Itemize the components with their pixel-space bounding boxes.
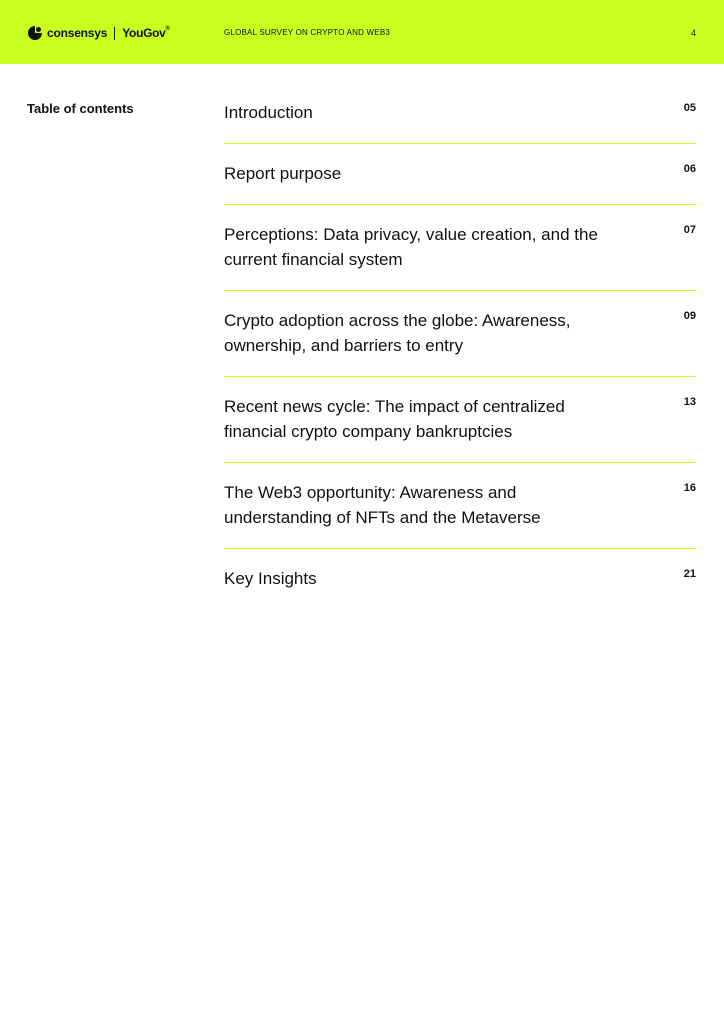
toc-heading: Table of contents [27,101,134,116]
page-number: 4 [690,28,696,38]
yougov-wordmark: YouGov® [122,26,170,40]
toc-item-title: Introduction [224,103,313,122]
toc-item-title: Recent news cycle: The impact of centralized financial crypto company bankruptcies [224,397,565,441]
toc-item-perceptions[interactable] [224,205,696,291]
toc-item-page: 06 [683,163,696,175]
survey-title: GLOBAL SURVEY ON CRYPTO AND WEB3 [224,28,391,37]
toc-item-page: 16 [683,482,696,494]
toc-list [224,83,696,609]
toc-item-page: 13 [683,396,696,408]
toc-item-web3-opportunity[interactable] [224,463,696,549]
toc-item-recent-news-cycle[interactable] [224,377,696,463]
toc-item-page: 09 [683,310,696,322]
toc-item-page: 05 [683,102,696,114]
brand-logos [27,24,170,42]
consensys-logo-icon [27,25,43,41]
toc-item-title: Crypto adoption across the globe: Awareness, ownership, and barriers to entry [224,311,571,355]
toc-item-title: Perceptions: Data privacy, value creation, and the current financial system [224,225,598,269]
toc-item-title: Report purpose [224,164,342,183]
toc-item-title: The Web3 opportunity: Awareness and understanding of NFTs and the Metaverse [224,483,541,527]
toc-item-introduction[interactable] [224,83,696,144]
toc-item-report-purpose[interactable] [224,144,696,205]
toc-item-title: Key Insights [224,569,317,588]
toc-item-page: 21 [683,568,696,580]
toc-item-page: 07 [683,224,696,236]
logo-divider [114,27,115,40]
page-header [0,0,724,64]
toc-item-key-insights[interactable] [224,549,696,609]
consensys-wordmark: consensys [47,26,108,40]
toc-item-crypto-adoption[interactable] [224,291,696,377]
